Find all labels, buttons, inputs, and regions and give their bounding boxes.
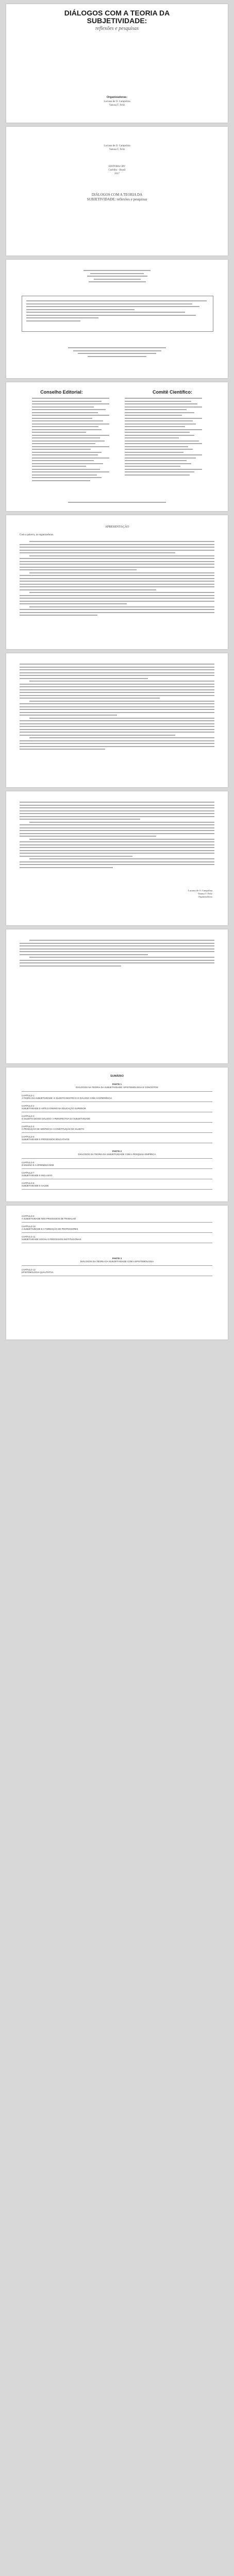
summary-heading: SUMÁRIO (110, 1075, 124, 1078)
part1-title: DIÁLOGOS NA TEORIA DA SUBJETIVIDADE: EPISTEMOLOGIA E CONCEITOS (76, 1086, 158, 1089)
editorial-council-title: Conselho Editorial: (40, 389, 83, 395)
summary-chapter-5[interactable]: CAPÍTULO 5 SUBJETIVIDADE E PROCESSOS EDUCATIVOS (22, 1136, 70, 1141)
summary-chapter-2[interactable]: CAPÍTULO 2 SUBJETIVIDADE E ARTE E ENSINO NA EDUCAÇÃO SUPERIOR (22, 1105, 86, 1110)
text-page-2 (6, 791, 228, 925)
summary-page-2 (6, 1206, 228, 1340)
organizers-label: Organizadoras: (106, 96, 128, 99)
summary-chapter-8[interactable]: CAPÍTULO 8 SUBJETIVIDADE E SAÚDE (22, 1182, 49, 1187)
presentation-text (20, 541, 214, 618)
summary-chapter-4[interactable]: CAPÍTULO 4 A PRODUÇÃO DE SENTIDO E A CONSTITUIÇÃO DO SUJEITO (22, 1125, 85, 1130)
half-title-authors: Luciana de O. Campolina Vanusa T. Feliz (104, 145, 130, 151)
summary-chapter-9[interactable]: CAPÍTULO 9 A SUBJETIVIDADE NOS PROCESSOS DE TRABALHO (22, 1215, 76, 1220)
editorial-council (11, 389, 112, 483)
copyright-lines (83, 270, 151, 284)
scientific-committee (122, 389, 223, 477)
summary-chapter-6[interactable]: CAPÍTULO 6 O ENSINO E A APRENDIZAGEM (22, 1161, 54, 1166)
council-page (6, 382, 228, 511)
part3-title: DIÁLOGOS DA TEORIA DA SUBJETIVIDADE COM A EPISTEMOLOGIA (80, 1260, 154, 1263)
half-title-page (6, 127, 228, 256)
text-page-3-body (20, 940, 214, 968)
scientific-committee-title: Comitê Científico: (152, 389, 192, 395)
text-page-1 (6, 653, 228, 787)
part1-label: PARTE 1 (112, 1083, 122, 1086)
cover-page (6, 4, 228, 123)
summary-chapter-7[interactable]: CAPÍTULO 7 SUBJETIVIDADE E INCLUSÃO (22, 1172, 53, 1177)
title-page-title: DIÁLOGOS COM A TEORIA DA SUBJETIVIDADE: reflexões e pesquisas (87, 193, 147, 201)
presentation-signature: Luciana de O. Campolina Vanusa T. Feliz Organizadoras (188, 889, 212, 898)
summary-chapter-1[interactable]: CAPÍTULO 1 A TEORIA DA SUBJETIVIDADE: O SUJEITO DENTRO E O DIÁLOGO COM A EXPERIÊNCIA (22, 1094, 112, 1099)
summary-chapter-3[interactable]: CAPÍTULO 3 O SUJEITO DESSE DIÁLOGO: A PERSPECTIVA DA SUBJETIVIDADE (22, 1115, 90, 1120)
cover-title: DIÁLOGOS COM A TEORIA DA SUBJETIVIDADE: (64, 9, 170, 25)
presentation-intro: Com a palavra, as organizadoras. (20, 534, 54, 536)
part2-label: PARTE 2 (112, 1150, 122, 1153)
publisher-contact-lines (68, 347, 166, 359)
copyright-page (6, 260, 228, 378)
part3-label: PARTE 3 (112, 1257, 122, 1260)
organizers-names: Luciana de O. Campolina Vanusa T. Feliz (104, 100, 130, 107)
summary-page-1 (6, 1067, 228, 1201)
text-page-1-body (20, 664, 214, 752)
cover-subtitle: reflexões e pesquisas (95, 26, 139, 31)
summary-chapter-11[interactable]: CAPÍTULO 11 SUBJETIVIDADE SOCIAL E PROCESSOS INSTITUCIONAIS (22, 1235, 81, 1241)
publisher-info: EDITORA CRV Curitiba – Brasil 2017 (108, 165, 126, 175)
presentation-page (6, 515, 228, 649)
council-footer-line (68, 502, 166, 505)
summary-chapter-12[interactable]: CAPÍTULO 12 EPISTEMOLOGIA QUALITATIVA (22, 1268, 54, 1274)
catalog-card (22, 296, 213, 332)
text-page-2-body (20, 802, 214, 870)
part2-title: DIÁLOGOS DA TEORIA DA SUBJETIVIDADE COM A PESQUISA EMPÍRICA (78, 1153, 156, 1156)
presentation-heading: APRESENTAÇÃO (105, 526, 129, 529)
summary-chapter-10[interactable]: CAPÍTULO 10 A SUBJETIVIDADE E A FORMAÇÃO DE PROFESSORES (22, 1225, 78, 1230)
text-page-3 (6, 929, 228, 1063)
